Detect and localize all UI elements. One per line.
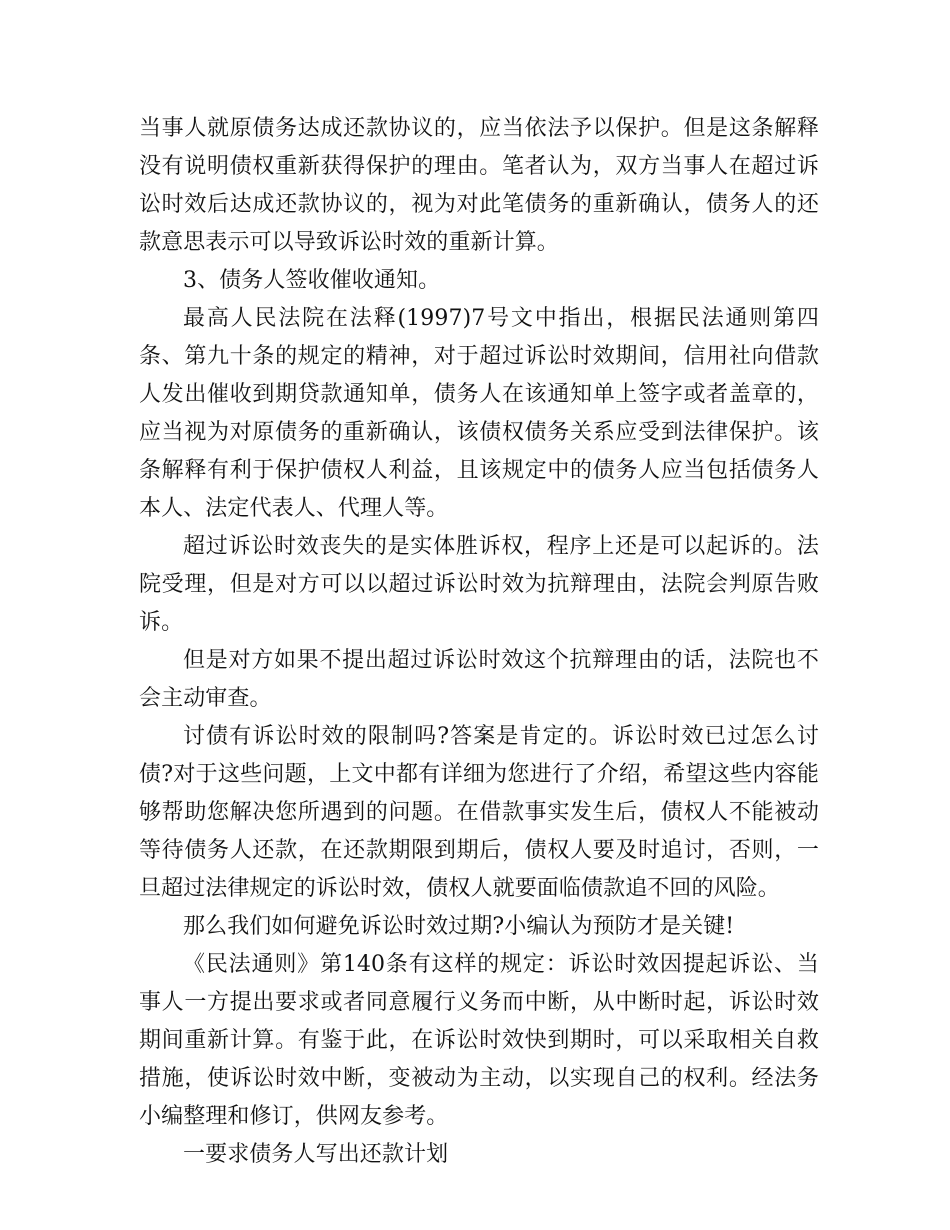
paragraph-supreme-court-interpretation: 最高人民法院在法释(1997)7号文中指出，根据民法通则第四条、第九十条的规定的精神，对于超过诉讼时效期间，信用社向借款人发出催收到期贷款通知单，债务人在该通知单上签字或者盖章的，应当视为对原债务的重新确认，该债权债务关系应受到法律保护。该条解释有利于保护债权人利益，且该规定中的债务人应当包括债务人本人、法定代表人、代理人等。 — [139, 306, 819, 521]
paragraph-debt-collection: 讨债有诉讼时效的限制吗?答案是肯定的。诉讼时效已过怎么讨债?对于这些问题，上文中都有详细为您进行了介绍，希望这些内容能够帮助您解决您所遇到的问题。在借款事实发生后，债权人不能被动等待债务人还款，在还款期限到期后，债权人要及时追讨，否则，一旦超过法律规定的诉讼时效，债权人就要面临债款追不回的风险。 — [139, 724, 819, 901]
paragraph-repayment-agreement: 当事人就原债务达成还款协议的，应当依法予以保护。但是这条解释没有说明债权重新获得保护的理由。笔者认为，双方当事人在超过诉讼时效后达成还款协议的，视为对此笔债务的重新确认，债务人的还款意思表示可以导致诉讼时效的重新计算。 — [139, 116, 819, 255]
paragraph-substantive-right: 超过诉讼时效丧失的是实体胜诉权，程序上还是可以起诉的。法院受理，但是对方可以以超过诉讼时效为抗辩理由，法院会判原告败诉。 — [139, 534, 819, 635]
paragraph-heading-collection-notice: 3、债务人签收催收通知。 — [183, 268, 441, 293]
paragraph-prevention: 那么我们如何避免诉讼时效过期?小编认为预防才是关键! — [183, 914, 735, 939]
document-body — [139, 110, 819, 1174]
paragraph-court-review: 但是对方如果不提出超过诉讼时效这个抗辩理由的话，法院也不会主动审查。 — [139, 648, 819, 711]
paragraph-repayment-plan: 一要求债务人写出还款计划 — [183, 1142, 449, 1167]
paragraph-article-140: 《民法通则》第140条有这样的规定：诉讼时效因提起诉讼、当事人一方提出要求或者同意履行义务而中断，从中断时起，诉讼时效期间重新计算。有鉴于此，在诉讼时效快到期时，可以采取相关自救措施，使诉讼时效中断，变被动为主动，以实现自己的权利。经法务小编整理和修订，供网友参考。 — [139, 952, 819, 1129]
